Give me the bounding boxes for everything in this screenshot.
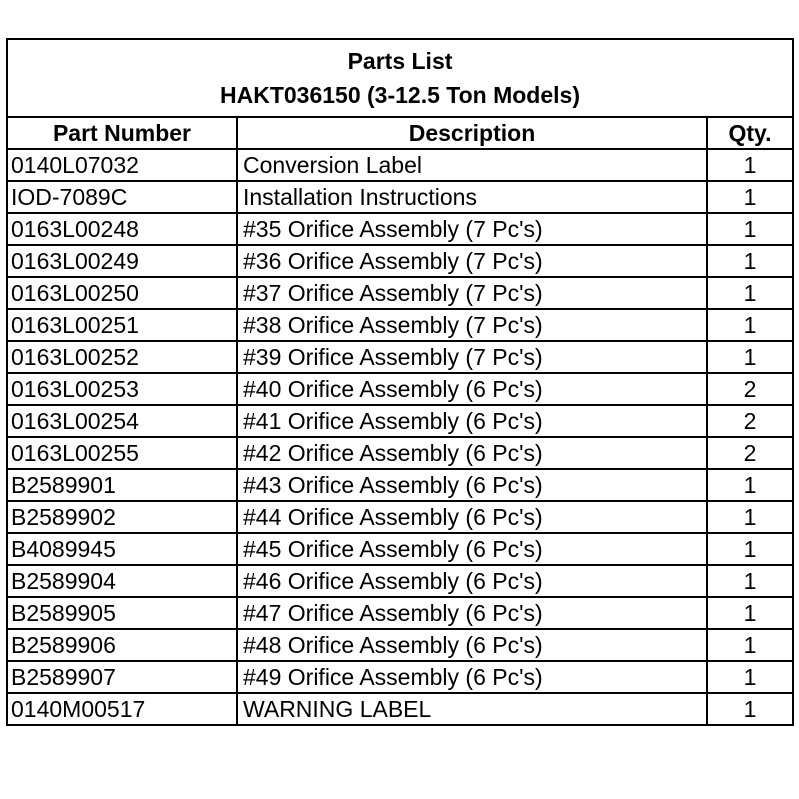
table-row bbox=[7, 533, 793, 565]
description-cell: #43 Orifice Assembly (6 Pc's) bbox=[237, 469, 707, 501]
table-row bbox=[7, 245, 793, 277]
table-row bbox=[7, 341, 793, 373]
description-cell: Conversion Label bbox=[237, 149, 707, 181]
table-row bbox=[7, 501, 793, 533]
description-cell: #38 Orifice Assembly (7 Pc's) bbox=[237, 309, 707, 341]
part-number-cell: B2589902 bbox=[7, 501, 237, 533]
title-row bbox=[7, 39, 793, 117]
table-row bbox=[7, 469, 793, 501]
part-number-cell: B2589907 bbox=[7, 661, 237, 693]
part-number-cell: B2589906 bbox=[7, 629, 237, 661]
table-row bbox=[7, 373, 793, 405]
table-title: Parts List bbox=[347, 48, 453, 74]
description-cell: #35 Orifice Assembly (7 Pc's) bbox=[237, 213, 707, 245]
qty-cell: 1 bbox=[707, 533, 793, 565]
table-row bbox=[7, 309, 793, 341]
column-header-description: Description bbox=[237, 117, 707, 149]
part-number-cell: 0140M00517 bbox=[7, 693, 237, 725]
description-cell: #46 Orifice Assembly (6 Pc's) bbox=[237, 565, 707, 597]
description-cell: #45 Orifice Assembly (6 Pc's) bbox=[237, 533, 707, 565]
part-number-cell: B2589901 bbox=[7, 469, 237, 501]
part-number-cell: 0163L00252 bbox=[7, 341, 237, 373]
parts-table bbox=[6, 38, 794, 726]
qty-cell: 1 bbox=[707, 181, 793, 213]
table-row bbox=[7, 405, 793, 437]
qty-cell: 1 bbox=[707, 245, 793, 277]
qty-cell: 1 bbox=[707, 309, 793, 341]
part-number-cell: 0163L00248 bbox=[7, 213, 237, 245]
part-number-cell: 0163L00249 bbox=[7, 245, 237, 277]
description-cell: #41 Orifice Assembly (6 Pc's) bbox=[237, 405, 707, 437]
description-cell: #44 Orifice Assembly (6 Pc's) bbox=[237, 501, 707, 533]
part-number-cell: B4089945 bbox=[7, 533, 237, 565]
description-cell: #48 Orifice Assembly (6 Pc's) bbox=[237, 629, 707, 661]
qty-cell: 2 bbox=[707, 405, 793, 437]
table-row bbox=[7, 629, 793, 661]
description-cell: #37 Orifice Assembly (7 Pc's) bbox=[237, 277, 707, 309]
table-row bbox=[7, 181, 793, 213]
part-number-cell: 0163L00250 bbox=[7, 277, 237, 309]
table-row bbox=[7, 693, 793, 725]
description-cell: #49 Orifice Assembly (6 Pc's) bbox=[237, 661, 707, 693]
part-number-cell: IOD-7089C bbox=[7, 181, 237, 213]
table-row bbox=[7, 565, 793, 597]
qty-cell: 1 bbox=[707, 341, 793, 373]
qty-cell: 2 bbox=[707, 437, 793, 469]
description-cell: #39 Orifice Assembly (7 Pc's) bbox=[237, 341, 707, 373]
part-number-cell: B2589904 bbox=[7, 565, 237, 597]
part-number-cell: 0163L00253 bbox=[7, 373, 237, 405]
part-number-cell: 0140L07032 bbox=[7, 149, 237, 181]
description-cell: #40 Orifice Assembly (6 Pc's) bbox=[237, 373, 707, 405]
table-row bbox=[7, 597, 793, 629]
description-cell: WARNING LABEL bbox=[237, 693, 707, 725]
table-subtitle: HAKT036150 (3-12.5 Ton Models) bbox=[219, 82, 580, 108]
part-number-cell: 0163L00255 bbox=[7, 437, 237, 469]
parts-list-sheet bbox=[6, 38, 792, 726]
table-row bbox=[7, 437, 793, 469]
table-row bbox=[7, 277, 793, 309]
part-number-cell: 0163L00254 bbox=[7, 405, 237, 437]
table-row bbox=[7, 661, 793, 693]
description-cell: #36 Orifice Assembly (7 Pc's) bbox=[237, 245, 707, 277]
qty-cell: 1 bbox=[707, 597, 793, 629]
description-cell: #47 Orifice Assembly (6 Pc's) bbox=[237, 597, 707, 629]
qty-cell: 1 bbox=[707, 629, 793, 661]
qty-cell: 1 bbox=[707, 693, 793, 725]
table-row bbox=[7, 213, 793, 245]
qty-cell: 1 bbox=[707, 277, 793, 309]
qty-cell: 1 bbox=[707, 213, 793, 245]
qty-cell: 1 bbox=[707, 469, 793, 501]
part-number-cell: B2589905 bbox=[7, 597, 237, 629]
qty-cell: 1 bbox=[707, 501, 793, 533]
part-number-cell: 0163L00251 bbox=[7, 309, 237, 341]
column-header-part-number: Part Number bbox=[7, 117, 237, 149]
qty-cell: 1 bbox=[707, 661, 793, 693]
qty-cell: 1 bbox=[707, 149, 793, 181]
description-cell: #42 Orifice Assembly (6 Pc's) bbox=[237, 437, 707, 469]
qty-cell: 2 bbox=[707, 373, 793, 405]
title-cell bbox=[7, 39, 793, 117]
qty-cell: 1 bbox=[707, 565, 793, 597]
description-cell: Installation Instructions bbox=[237, 181, 707, 213]
column-header-qty: Qty. bbox=[707, 117, 793, 149]
table-body bbox=[7, 149, 793, 725]
table-row bbox=[7, 149, 793, 181]
header-row bbox=[7, 117, 793, 149]
